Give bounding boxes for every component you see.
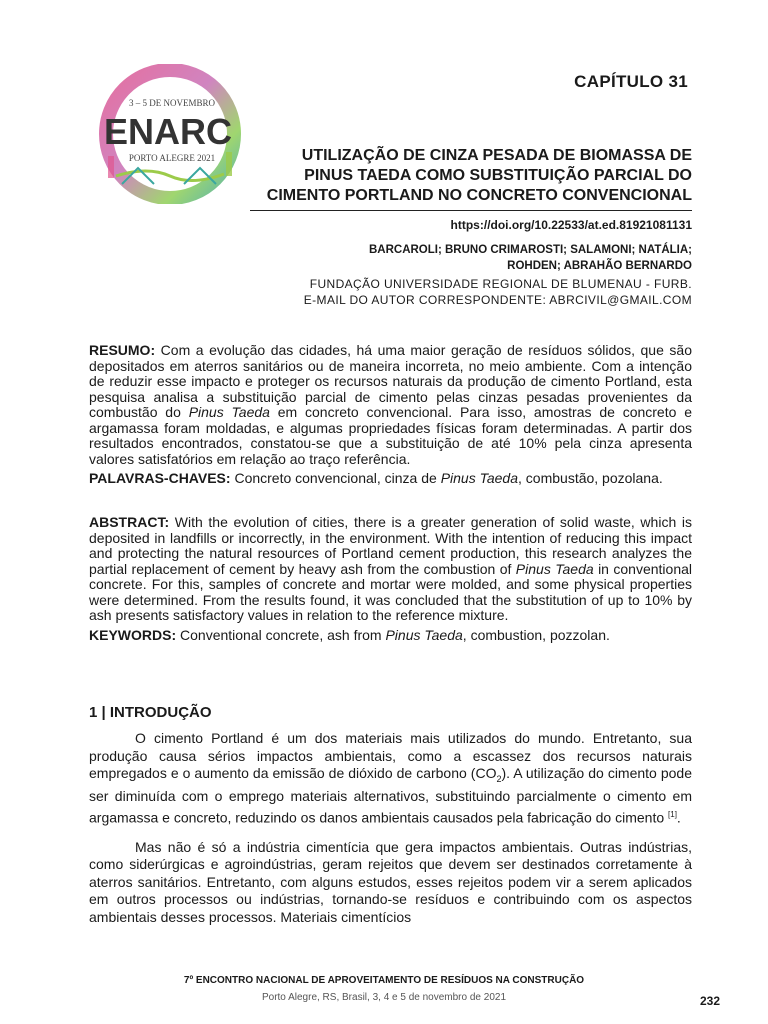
intro-p1-b: ). A utilização do cimento pode ser diminuída com o emprego materiais alternativos, substituindo parcialmente o cimento em argamassa e concreto, reduzindo os danos ambientais causados pela fabricação do cimento — [89, 765, 692, 826]
palavras-italic: Pinus Taeda — [440, 470, 519, 486]
resumo-section — [89, 343, 692, 487]
enarc-logo — [88, 64, 248, 204]
abstract-paragraph — [89, 515, 692, 624]
citation-ref[interactable]: [1] — [668, 809, 677, 819]
resumo-paragraph — [89, 343, 692, 467]
author-email: E-MAIL DO AUTOR CORRESPONDENTE: ABRCIVIL@GMAIL.COM — [303, 293, 692, 307]
abstract-text-b: in conventional concrete. For this, samples of concrete and mortar were molded, and some physical properties were determined. From the results found, it was concluded that the substitution of up to 10% by ash presents satisfactory values in relation to the reference mixture. — [89, 560, 692, 623]
intro-p1-c: . — [676, 809, 681, 826]
intro-paragraph-1 — [89, 730, 692, 827]
keywords-label: KEYWORDS: — [89, 626, 177, 643]
paper-title — [250, 146, 692, 211]
resumo-text-a: Com a evolução das cidades, há uma maior geração de resíduos sólidos, que são depositados em aterros sanitários ou de maneira incorreta, no meio ambiente. Com a intenção de reduzir esse impacto e proteger os recursos naturais da produção de cimento Portland, esta pesquisa analisa a substituição parcial de cimento pelas cinzas pesadas provenientes da combustão do — [89, 342, 692, 420]
footer-location: Porto Alegre, RS, Brasil, 3, 4 e 5 de novembro de 2021 — [261, 992, 507, 1003]
title-line-2: PINUS TAEDA COMO SUBSTITUIÇÃO PARCIAL DO — [304, 167, 692, 184]
affiliation-block — [172, 276, 692, 308]
doi-link[interactable]: https://doi.org/10.22533/at.ed.81921081131 — [450, 218, 692, 232]
intro-paragraph-2: Mas não é só a indústria cimentícia que gera impactos ambientais. Outras indústrias, como siderúrgicas e agroindústrias, geram rejeitos que devem ser destinados corretamente à aterros sanitários. Entretanto, com alguns estudos, esses rejeitos podem vir a serem aplicados em outros processos ou indústrias, tornando-se resíduos e contribuindo com os aspectos ambientais desses processos. Materiais cimentícios — [89, 838, 692, 925]
resumo-label: RESUMO: — [89, 342, 156, 358]
resumo-italic: Pinus Taeda — [188, 404, 270, 420]
keywords-text-a: Conventional concrete, ash from — [176, 626, 386, 643]
section-heading: 1 | INTRODUÇÃO — [89, 704, 212, 721]
footer-event: 7º ENCONTRO NACIONAL DE APROVEITAMENTO DE RESÍDUOS NA CONSTRUÇÃO — [183, 975, 585, 986]
logo-dates: 3 – 5 DE NOVEMBRO — [128, 98, 216, 108]
keywords — [89, 628, 692, 644]
abstract-section — [89, 515, 692, 643]
logo-place: PORTO ALEGRE 2021 — [128, 153, 216, 163]
affiliation: FUNDAÇÃO UNIVERSIDADE REGIONAL DE BLUMENAU - FURB. — [309, 277, 692, 291]
authors-line-1: BARCAROLI; BRUNO CRIMAROSTI; SALAMONI; NATÁLIA; — [368, 244, 692, 256]
abstract-italic: Pinus Taeda — [515, 560, 594, 577]
title-line-1: UTILIZAÇÃO DE CINZA PESADA DE BIOMASSA DE — [301, 147, 692, 164]
chapter-label: CAPÍTULO 31 — [574, 72, 688, 91]
keywords-italic: Pinus Taeda — [385, 626, 463, 643]
abstract-text-a: With the evolution of cities, there is a greater generation of solid waste, which is deposited in landfills or incorrectly, in the environment. With the intention of reducing this impact and protecting the natural resources of Portland cement production, this research analyzes the partial replacement of cement by heavy ash from the combustion of — [89, 514, 692, 577]
palavras-chaves — [89, 471, 692, 487]
intro-body — [89, 730, 692, 926]
author-list — [312, 242, 692, 274]
resumo-text-b: em concreto convencional. Para isso, amostras de concreto e argamassa foram moldadas, e algumas propriedades físicas foram determinadas. A partir dos resultados encontrados, constatou-se que a substituição de até 10% pela cinza apresenta valores satisfatórios em relação ao traço referência. — [89, 404, 692, 467]
palavras-label: PALAVRAS-CHAVES: — [89, 470, 231, 486]
abstract-label: ABSTRACT: — [89, 514, 170, 530]
title-line-3: CIMENTO PORTLAND NO CONCRETO CONVENCIONAL — [266, 187, 692, 204]
co2-subscript: 2 — [496, 773, 502, 784]
keywords-text-b: , combustion, pozzolan. — [462, 626, 610, 643]
palavras-text-b: , combustão, pozolana. — [518, 470, 663, 486]
authors-line-2: ROHDEN; ABRAHÃO BERNARDO — [507, 260, 692, 272]
logo-name: ENARC — [103, 111, 233, 152]
intro-p1-a: O cimento Portland é um dos materiais mais utilizados do mundo. Entretanto, sua produção causa sérios impactos ambientais, como a escassez dos recursos naturais empregados e o aumento da emissão de dióxido de carbono (CO — [89, 730, 692, 781]
palavras-text-a: Concreto convencional, cinza de — [230, 470, 441, 486]
page-number: 232 — [699, 994, 720, 1008]
